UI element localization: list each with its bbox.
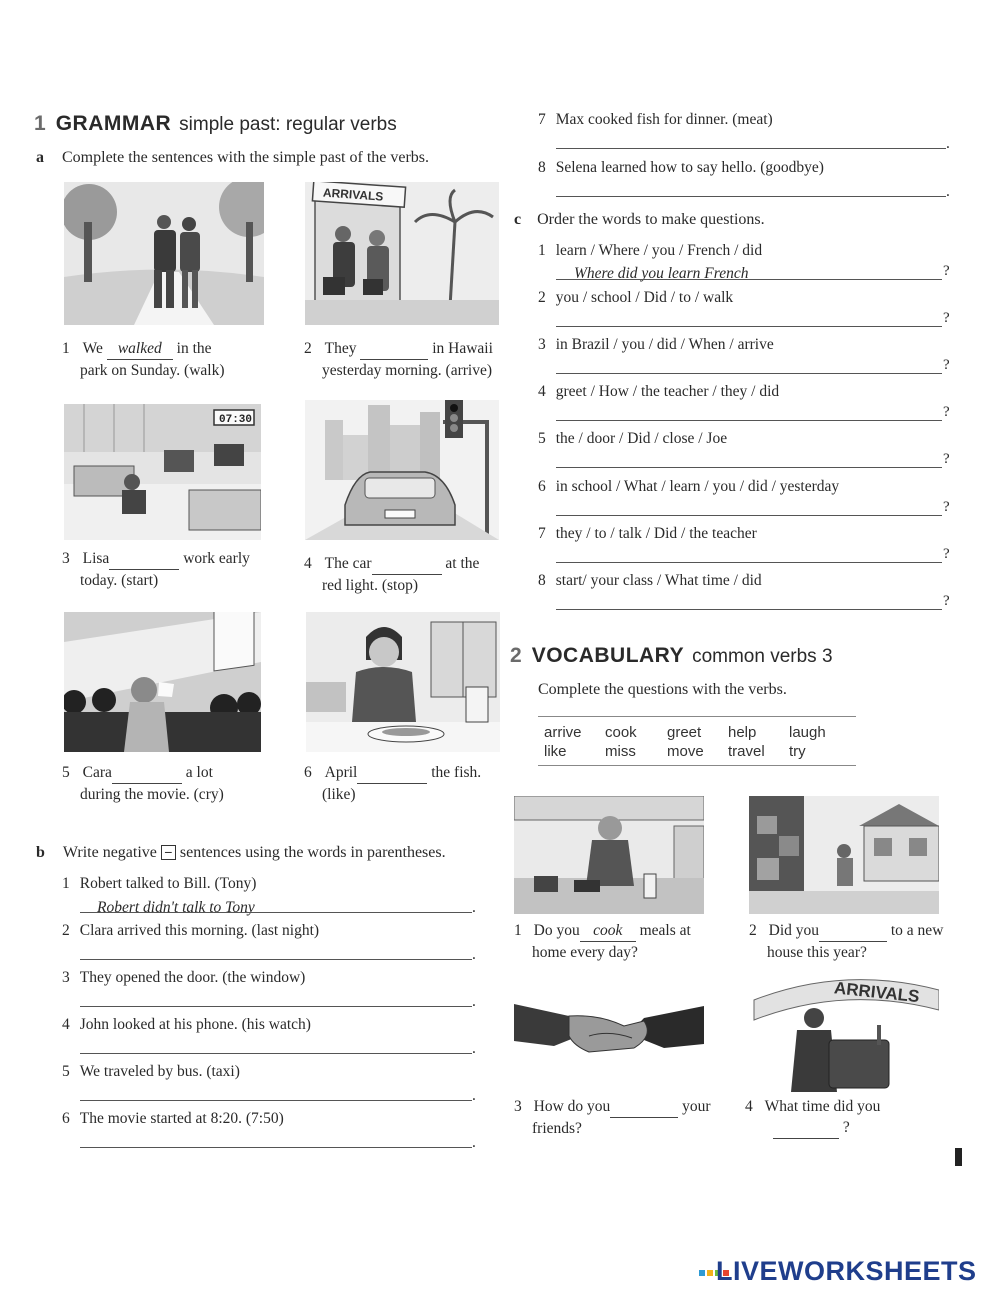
word-arrive: arrive bbox=[544, 724, 582, 741]
exercise-b-instruction-end: sentences using the words in parentheses. bbox=[179, 844, 446, 861]
answer-blank-cry[interactable] bbox=[112, 762, 182, 784]
exercise-b-item-5 bbox=[62, 1061, 240, 1082]
item-text: Cara bbox=[82, 764, 112, 781]
answer-line bbox=[556, 420, 942, 421]
item-text: We bbox=[82, 340, 103, 357]
picture-arrivals-hawaii bbox=[305, 182, 499, 325]
exercise-a-item-5 bbox=[62, 762, 224, 805]
item-number: 1 bbox=[62, 340, 70, 357]
answer-blank-start[interactable] bbox=[109, 548, 179, 570]
answer-line bbox=[556, 279, 942, 280]
item-number: 8 bbox=[538, 159, 546, 176]
item-text: they / to / talk / Did / the teacher bbox=[555, 525, 757, 542]
item-text: house this year? bbox=[767, 944, 867, 961]
item-text: you / school / Did / to / walk bbox=[555, 289, 734, 306]
exercise-a-item-4 bbox=[304, 553, 479, 596]
word-greet: greet bbox=[667, 724, 702, 741]
exercise-c-instruction: Order the words to make questions. bbox=[537, 211, 765, 228]
answer-line bbox=[80, 1147, 472, 1148]
worksheet-page: 1 GRAMMAR simple past: regular verbs a Complete the sentences with the simple past of the verbs. ARRIVALS 1 We walked in the park on Sunday. (walk) 2 They in Hawaii yesterday morning. (arrive) 07:30 3 Lisa work early today. (start) 4 The car at the red light. (stop) 5 Cara a lot during the movie. (cry) 6 April the fish. (like) b Write negative − sentences using the words in parentheses. 1 Robert talked to Bill. (Tony) Robert didn't talk to Tony . 2 Clara arrived this morning. (last night) . 3 They opened the door. (the window) . 4 John looked at his phone. (his watch) . 5 We traveled by bus. (taxi) . 6 The movie started at 8:20. (7:50) . 7 Max cooked fish for dinner. (meat) . 8 Selena learned how to say hello. (goodbye) . c Order the words to make questions. 1 learn / Where / you / French / did Where did you learn French ? 2 you / school / Did / to / walk ? 3 in Brazil / you / did / When / arrive ? 4 greet / How / the teacher / they / did ? 5 the / door / Did / close / Joe ? 6 in school / What / learn / you / did / yesterday ? 7 they / to / talk / Did / the teacher ? 8 start/ your class / What time / did ? 2 VOCABULARY common verbs 3 Complete the questions with the verbs. arrive cook greet help laugh like miss move travel try 1 Do you cook meals at home every day? 2 Did you to a new house this year? ARRIVALS 3 How do you your friends? 4 What time did you ? LIVEWORKSHEETS bbox=[34, 111, 977, 1286]
arrivals-sign-text: ARRIVALS bbox=[322, 185, 384, 204]
word-help: help bbox=[728, 724, 757, 741]
exercise-b-instruction-start: Write negative bbox=[62, 844, 157, 861]
item-text: your bbox=[682, 1098, 711, 1115]
vocabulary-item-4 bbox=[745, 1096, 880, 1139]
item-text: in Hawaii bbox=[432, 340, 493, 357]
item-text: April bbox=[324, 764, 358, 781]
exercise-c-item-3 bbox=[538, 334, 774, 355]
picture-couple-walking-park bbox=[64, 182, 264, 325]
item-text: at the bbox=[445, 555, 480, 572]
item-number: 4 bbox=[745, 1098, 753, 1115]
picture-office-clock bbox=[64, 404, 261, 540]
vocabulary-section-number: 2 bbox=[510, 644, 522, 667]
answer-line bbox=[80, 1100, 472, 1101]
word-try: try bbox=[789, 743, 806, 760]
clock-text: 07:30 bbox=[219, 414, 253, 426]
page-edge-marker bbox=[955, 1148, 962, 1166]
item-text: friends? bbox=[532, 1120, 582, 1137]
answer-line bbox=[80, 1053, 472, 1054]
answer-blank-move[interactable] bbox=[819, 920, 887, 942]
answer-blank-greet[interactable] bbox=[610, 1096, 678, 1118]
item-text: Clara arrived this morning. (last night) bbox=[79, 922, 320, 939]
answer-blank-arrive[interactable] bbox=[360, 338, 428, 360]
exercise-c-letter: c bbox=[514, 211, 522, 228]
answer-line bbox=[80, 1006, 472, 1007]
answer-line bbox=[556, 515, 942, 516]
item-text: the fish. bbox=[431, 764, 482, 781]
exercise-c-answer-1[interactable]: Where did you learn French bbox=[574, 265, 749, 282]
item-number: 3 bbox=[62, 550, 70, 567]
answer-line bbox=[556, 609, 942, 610]
exercise-c-instruction-row bbox=[514, 211, 765, 229]
exercise-b-item-2 bbox=[62, 920, 319, 941]
exercise-c-item-7 bbox=[538, 523, 757, 544]
vocabulary-item-1 bbox=[514, 920, 691, 963]
item-number: 5 bbox=[62, 1063, 70, 1080]
item-text: How do you bbox=[533, 1098, 611, 1115]
picture-moving-house bbox=[749, 796, 939, 914]
answer-line bbox=[556, 148, 946, 149]
vocabulary-heading: VOCABULARY bbox=[531, 644, 685, 667]
item-text: Do you bbox=[533, 922, 580, 939]
item-number: 6 bbox=[62, 1110, 70, 1127]
arrivals-sign-text: ARRIVALS bbox=[833, 978, 921, 1007]
item-text: red light. (stop) bbox=[322, 577, 418, 594]
exercise-a-instruction-row bbox=[36, 149, 429, 167]
item-text: greet / How / the teacher / they / did bbox=[555, 383, 780, 400]
exercise-b-item-3 bbox=[62, 967, 305, 988]
exercise-b-item-4 bbox=[62, 1014, 311, 1035]
minus-icon: − bbox=[161, 845, 176, 860]
word-like: like bbox=[544, 743, 567, 760]
vocabulary-item-3 bbox=[514, 1096, 711, 1139]
item-text: yesterday morning. (arrive) bbox=[322, 362, 493, 379]
item-number: 5 bbox=[538, 430, 546, 447]
item-number: 4 bbox=[538, 383, 546, 400]
exercise-b-item-7 bbox=[538, 109, 773, 130]
exercise-a-item-3 bbox=[62, 548, 250, 591]
item-text: They opened the door. (the window) bbox=[79, 969, 306, 986]
item-text: in Brazil / you / did / When / arrive bbox=[555, 336, 774, 353]
exercise-b-item-6 bbox=[62, 1108, 284, 1129]
item-text: park on Sunday. (walk) bbox=[80, 362, 225, 379]
answer-line bbox=[556, 326, 942, 327]
grammar-section-number: 1 bbox=[34, 112, 46, 135]
item-text: We traveled by bus. (taxi) bbox=[79, 1063, 240, 1080]
item-text: meals at bbox=[639, 922, 691, 939]
item-number: 3 bbox=[514, 1098, 522, 1115]
answer-blank-stop[interactable] bbox=[372, 553, 442, 575]
item-text: Max cooked fish for dinner. (meat) bbox=[555, 111, 773, 128]
item-text: (like) bbox=[322, 786, 356, 803]
grammar-subheading: simple past: regular verbs bbox=[179, 114, 397, 135]
picture-handshake bbox=[514, 986, 704, 1078]
exercise-a-item-6 bbox=[304, 762, 481, 805]
answer-blank-arrive-vocab[interactable] bbox=[773, 1117, 839, 1139]
word-move: move bbox=[667, 743, 704, 760]
item-number: 2 bbox=[62, 922, 70, 939]
answer-line bbox=[556, 467, 942, 468]
answer-blank-like[interactable] bbox=[357, 762, 427, 784]
picture-april-eating-fish bbox=[306, 612, 500, 752]
liveworksheets-logo bbox=[698, 1256, 977, 1287]
item-text: start/ your class / What time / did bbox=[555, 572, 762, 589]
exercise-b-letter: b bbox=[36, 844, 45, 861]
item-number: 2 bbox=[749, 922, 757, 939]
item-number: 3 bbox=[62, 969, 70, 986]
item-number: 1 bbox=[514, 922, 522, 939]
answer-blank-cook[interactable]: cook bbox=[580, 920, 636, 942]
item-number: 3 bbox=[538, 336, 546, 353]
item-text: Selena learned how to say hello. (goodbye) bbox=[555, 159, 824, 176]
exercise-a-letter: a bbox=[36, 149, 44, 166]
item-number: 4 bbox=[304, 555, 312, 572]
vocabulary-subheading: common verbs 3 bbox=[692, 646, 833, 667]
exercise-a-item-1 bbox=[62, 338, 225, 381]
item-text: What time did you bbox=[764, 1098, 881, 1115]
picture-arrivals-traveler bbox=[749, 970, 939, 1092]
exercise-a-item-2 bbox=[304, 338, 493, 381]
word-miss: miss bbox=[605, 743, 636, 760]
answer-line bbox=[556, 373, 942, 374]
item-text: Robert talked to Bill. (Tony) bbox=[79, 875, 257, 892]
item-text: during the movie. (cry) bbox=[80, 786, 224, 803]
exercise-c-item-5 bbox=[538, 428, 727, 449]
word-box bbox=[538, 716, 856, 766]
item-text: today. (start) bbox=[80, 572, 159, 589]
exercise-c-item-8 bbox=[538, 570, 762, 591]
item-text: to a new bbox=[890, 922, 944, 939]
item-text: The movie started at 8:20. (7:50) bbox=[79, 1110, 284, 1127]
exercise-c-item-2 bbox=[538, 287, 733, 308]
item-number: 1 bbox=[538, 242, 546, 259]
grammar-heading: GRAMMAR bbox=[55, 112, 172, 135]
item-text: a lot bbox=[185, 764, 213, 781]
vocabulary-section-title bbox=[510, 644, 833, 668]
grammar-section-title bbox=[34, 112, 397, 136]
answer-blank-walked[interactable]: walked bbox=[107, 338, 173, 360]
item-number: 1 bbox=[62, 875, 70, 892]
exercise-b-item-8 bbox=[538, 157, 824, 178]
exercise-c-item-6 bbox=[538, 476, 839, 497]
item-number: 2 bbox=[304, 340, 312, 357]
answer-line bbox=[556, 196, 946, 197]
item-text: learn / Where / you / French / did bbox=[555, 242, 763, 259]
item-number: 7 bbox=[538, 111, 546, 128]
item-number: 8 bbox=[538, 572, 546, 589]
item-text: home every day? bbox=[532, 944, 638, 961]
vocabulary-item-2 bbox=[749, 920, 943, 963]
word-travel: travel bbox=[728, 743, 765, 760]
item-text: They bbox=[324, 340, 357, 357]
answer-line bbox=[80, 912, 472, 913]
item-text: the / door / Did / close / Joe bbox=[555, 430, 728, 447]
answer-line bbox=[556, 562, 942, 563]
vocabulary-instruction: Complete the questions with the verbs. bbox=[538, 681, 787, 698]
word-cook: cook bbox=[605, 724, 637, 741]
item-number: 5 bbox=[62, 764, 70, 781]
picture-cinema-crying bbox=[64, 612, 261, 752]
item-text: in school / What / learn / you / did / yesterday bbox=[555, 478, 840, 495]
exercise-b-item-1 bbox=[62, 873, 256, 894]
exercise-c-item-4 bbox=[538, 381, 779, 402]
item-text: Did you bbox=[768, 922, 819, 939]
exercise-c-item-1 bbox=[538, 240, 762, 261]
item-text: work early bbox=[183, 550, 250, 567]
item-text: ? bbox=[842, 1119, 850, 1136]
answer-line bbox=[80, 959, 472, 960]
item-text: Lisa bbox=[82, 550, 110, 567]
word-laugh: laugh bbox=[789, 724, 826, 741]
item-text: The car bbox=[324, 555, 372, 572]
item-number: 4 bbox=[62, 1016, 70, 1033]
item-text: in the bbox=[176, 340, 212, 357]
item-number: 6 bbox=[304, 764, 312, 781]
exercise-b-instruction-row bbox=[36, 844, 446, 862]
item-number: 6 bbox=[538, 478, 546, 495]
item-text: John looked at his phone. (his watch) bbox=[79, 1016, 311, 1033]
logo-text: LIVEWORKSHEETS bbox=[716, 1256, 977, 1286]
picture-man-cooking bbox=[514, 796, 704, 914]
exercise-a-instruction: Complete the sentences with the simple past of the verbs. bbox=[62, 149, 430, 166]
picture-car-red-light bbox=[305, 400, 499, 540]
logo-squares-icon bbox=[698, 1268, 716, 1277]
item-number: 2 bbox=[538, 289, 546, 306]
exercise-b-answer-1[interactable]: Robert didn't talk to Tony bbox=[97, 899, 255, 916]
item-number: 7 bbox=[538, 525, 546, 542]
